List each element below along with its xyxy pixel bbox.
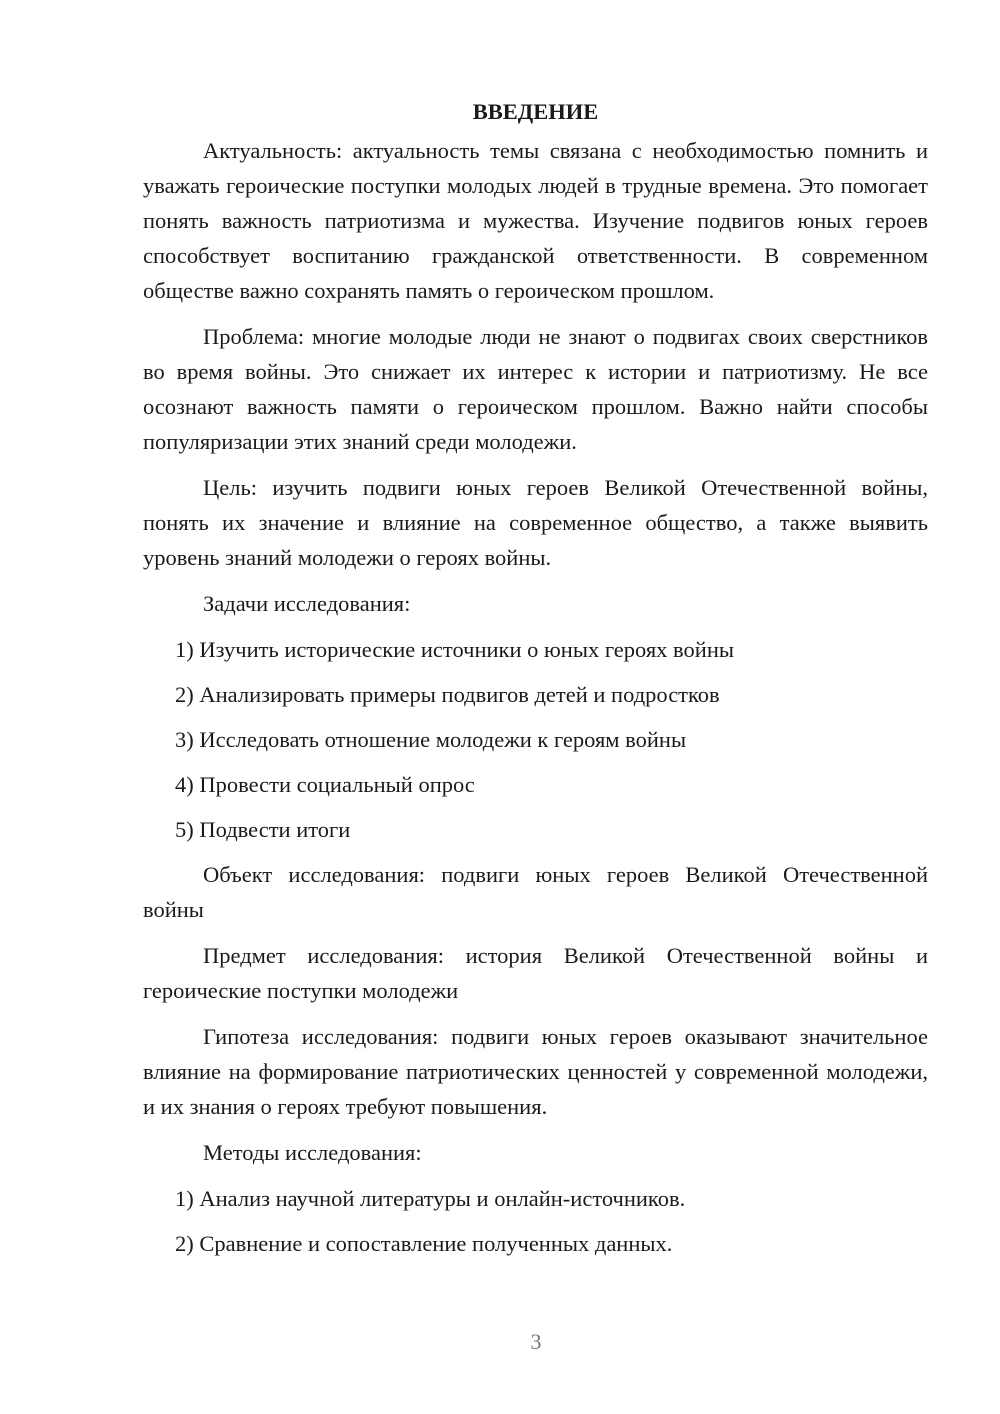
goal-paragraph: Цель: изучить подвиги юных героев Великой Отечественной войны, понять их значение и влияние на современное общество, а также выявить уровень знаний молодежи о героях войны. <box>143 475 928 570</box>
task-item: 1) Изучить исторические источники о юных героях войны <box>175 637 734 662</box>
object-paragraph: Объект исследования: подвиги юных героев Великой Отечественной войны <box>143 862 928 922</box>
subject-paragraph: Предмет исследования: история Великой Отечественной войны и героические поступки молодежи <box>143 943 928 1003</box>
task-item: 5) Подвести итоги <box>175 817 351 842</box>
relevance-paragraph: Актуальность: актуальность темы связана с необходимостью помнить и уважать героические поступки молодых людей в трудные времена. Это помогает понять важность патриотизма и мужества. Изучение подвигов юных героев способствует воспитанию гражданской ответственности. В современном обществе важно сохранять память о героическом прошлом. <box>143 138 928 303</box>
problem-paragraph: Проблема: многие молодые люди не знают о подвигах своих сверстников во время войны. Это снижает их интерес к истории и патриотизму. Не все осознают важность памяти о героическом прошлом. Важно найти способы популяризации этих знаний среди молодежи. <box>143 324 928 454</box>
task-item: 2) Анализировать примеры подвигов детей и подростков <box>175 682 720 707</box>
task-item: 3) Исследовать отношение молодежи к героям войны <box>175 727 687 752</box>
methods-label: Методы исследования: <box>203 1140 422 1165</box>
method-item: 1) Анализ научной литературы и онлайн-источников. <box>175 1186 686 1211</box>
hypothesis-paragraph: Гипотеза исследования: подвиги юных героев оказывают значительное влияние на формирование патриотических ценностей у современной молодежи, и их знания о героях требуют повышения. <box>143 1024 928 1119</box>
tasks-label: Задачи исследования: <box>203 591 411 616</box>
task-item: 4) Провести социальный опрос <box>175 772 475 797</box>
tasks-list <box>143 632 928 847</box>
page-number: 3 <box>530 1329 542 1354</box>
section-title: ВВЕДЕНИЕ <box>472 99 599 124</box>
page-content <box>143 94 928 1271</box>
methods-list <box>143 1181 928 1261</box>
method-item: 2) Сравнение и сопоставление полученных данных. <box>175 1231 673 1256</box>
